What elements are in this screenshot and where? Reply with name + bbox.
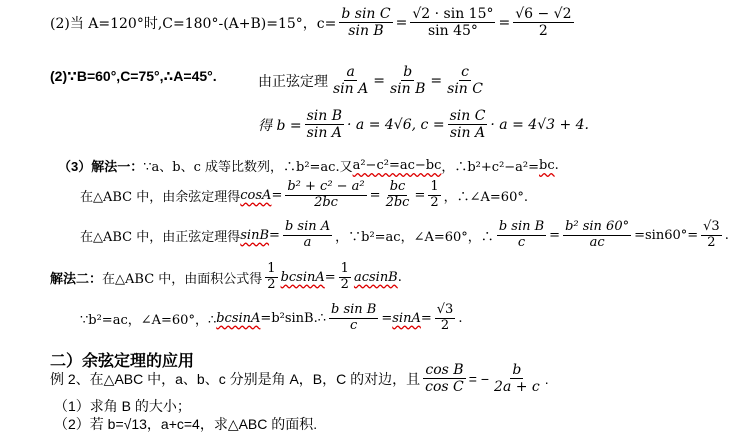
fraction-bsinC-sinB: $\frac{\text{b sin C}}{\text{sin B}}$ bbox=[341, 6, 391, 40]
line-area-conclusion: ∵b²=ac，∠A=60°，∴ bcsinA =b²sinB.∴ $\frac{\text{b sin B}}{c}$ = sinA = $\frac{√3}{2}$ . bbox=[80, 302, 463, 333]
line-method-one: （3）解法一： ∵a、b、c 成等比数列，∴b²=ac.又 a²−c²=ac−bc ，∴b²+c²−a²= bc . bbox=[58, 158, 559, 175]
fraction-result: $\frac{√6 - √2}{2}$ bbox=[515, 6, 572, 40]
line-method-two: 解法二： 在△ABC 中，由面积公式得 $\frac{1}{2}$ bcsinA = $\frac{1}{2}$ acsinB . bbox=[50, 261, 402, 292]
line2-text: (2)∵B=60°,C=75°,∴A=45°. bbox=[50, 68, 217, 84]
line1-prefix: (2)当 A=120°时,C=180°-(A+B)=15°，c= bbox=[50, 15, 337, 32]
example-2: 例 2、在△ABC 中，a、b、c 分别是角 A，B，C 的对边，且 $\frac{\text{cos B}}{\text{cos C}}$ = − $\frac{b}{2a + c}$ . bbox=[50, 362, 549, 396]
line-case-a120: (2)当 A=120°时,C=180°-(A+B)=15°，c= $\frac{\text{b sin C}}{\text{sin B}}$ = $\frac{√2 \cdot \sin 15^\circ}{\sin 45^\circ}$ = $\frac{√6 - √2}{2}$ bbox=[50, 6, 572, 40]
line-law-of-sines-2: 在△ABC 中，由正弦定理得 sinB = $\frac{\text{b sin A}}{a}$ ，∵b²=ac，∠A=60°，∴ $\frac{\text{b sin B}}{c}$ = $\frac{\text{b² sin 60°}}{ac}$ =sin60°= $\frac{√3}{2}$ . bbox=[80, 219, 729, 250]
line-law-of-cosines: 在△ABC 中，由余弦定理得 cosA = $\frac{\text{b² + c² − a²}}{2bc}$ = $\frac{bc}{2bc}$ = $\frac{1}{2}$ ，∴∠A=60°. bbox=[80, 179, 528, 210]
line-solve-bc: 得 b = $\frac{\text{sin B}}{\text{sin A}}$ · a = 4√6, c = $\frac{\text{sin C}}{\text{sin A}}$ · a = 4√3 + 4. bbox=[258, 108, 590, 142]
fraction-sqrt2-sin15: $\frac{√2 \cdot \sin 15^\circ}{\sin 45^\circ}$ bbox=[412, 6, 494, 40]
question-2: （2）若 b= √13 ，a+c=4，求△ABC 的面积. bbox=[54, 416, 318, 432]
line-case-b60 bbox=[50, 68, 217, 85]
method-two-label: 解法二： bbox=[50, 270, 103, 286]
method-one-label: （3）解法一： bbox=[58, 159, 144, 174]
law-of-sines: 由正弦定理 $\frac{a}{\text{sin A}}$ = $\frac{b}{\text{sin B}}$ = $\frac{c}{\text{sin C}}$ bbox=[258, 64, 483, 98]
section-heading: 二）余弦定理的应用 bbox=[50, 353, 195, 370]
question-1: （1）求角 B 的大小； bbox=[54, 398, 191, 414]
